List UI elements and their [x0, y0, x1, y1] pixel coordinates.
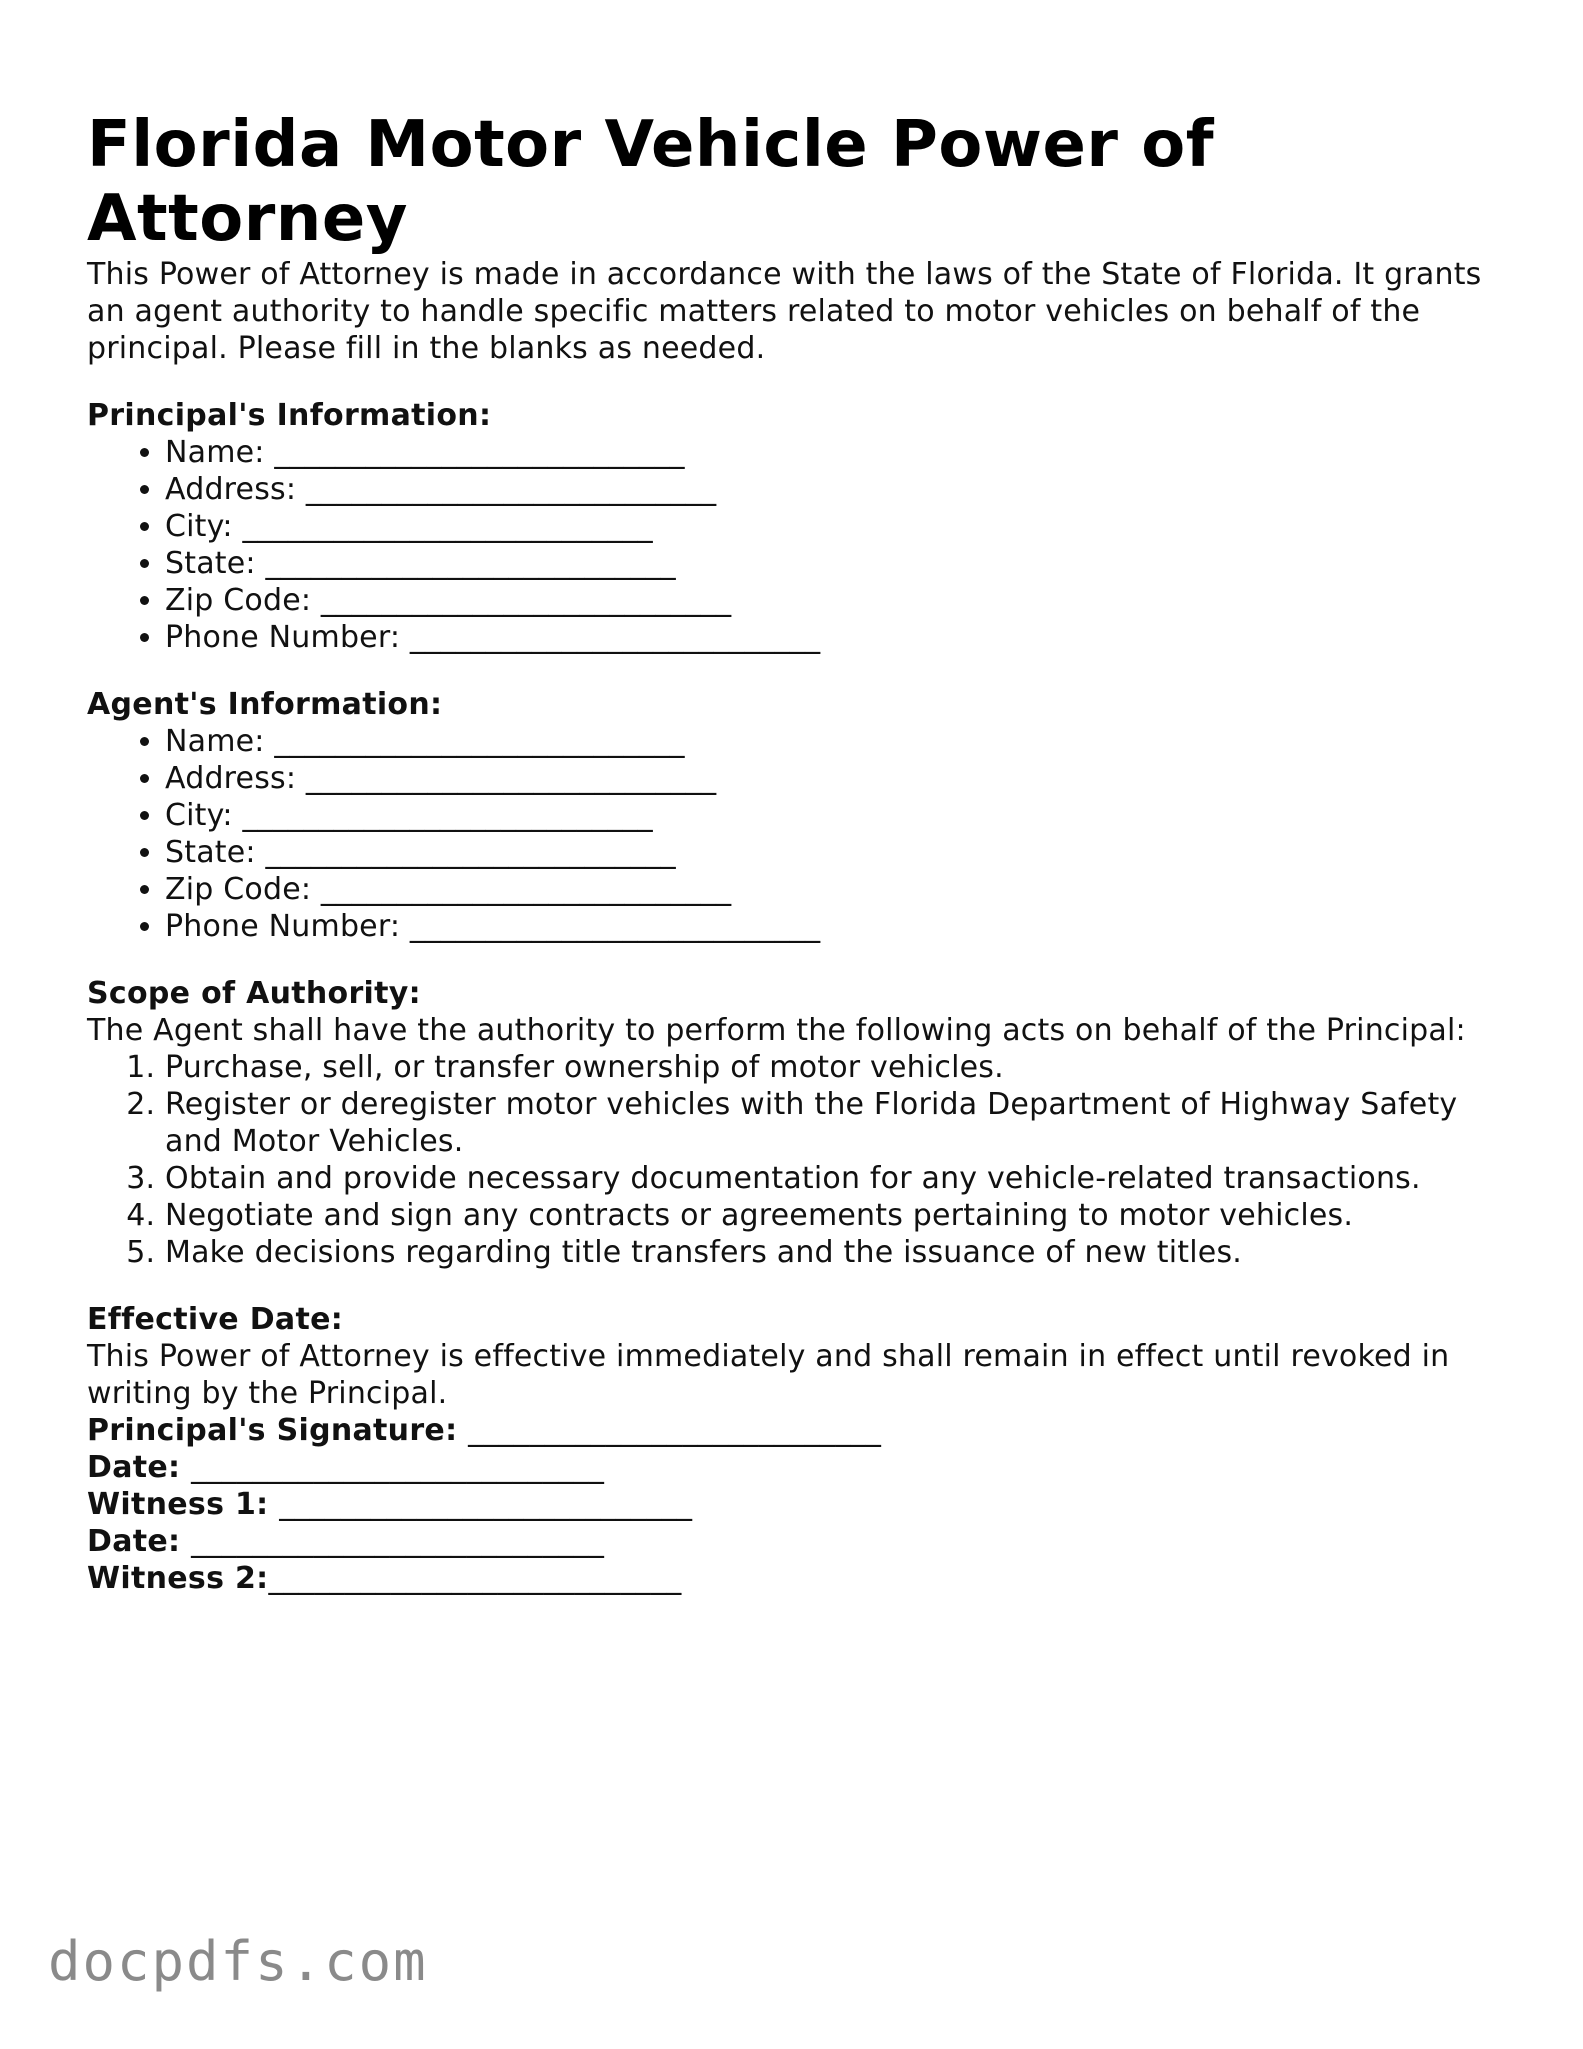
scope-act-item: 4. Negotiate and sign any contracts or agreements pertaining to motor vehicles.: [165, 1197, 1507, 1234]
scope-act-item: 1. Purchase, sell, or transfer ownership of motor vehicles.: [165, 1049, 1507, 1086]
date-label: Date:: [87, 1450, 192, 1485]
witness-1-date-line: [87, 1523, 1507, 1560]
intro-paragraph: This Power of Attorney is made in accordance with the laws of the State of Florida. It grants an agent authority to handle specific matters related to motor vehicles on behalf of the principal. Please fill in the blanks as needed.: [87, 257, 1482, 366]
agent-city-field: • City: ___________________________: [165, 797, 1507, 834]
witness-blank: ___________________________: [268, 1561, 682, 1596]
witness-label: Witness 1:: [87, 1487, 280, 1522]
witness-2-line: [87, 1560, 1507, 1597]
agent-name-field: • Name: ___________________________: [165, 723, 1507, 760]
signature-label: Principal's Signature:: [87, 1413, 469, 1448]
date-label: Date:: [87, 1524, 192, 1559]
scope-heading: Scope of Authority:: [87, 976, 421, 1011]
scope-acts-list: [87, 1049, 1507, 1271]
witness-label: Witness 2:: [87, 1561, 269, 1596]
document-page: [87, 108, 1507, 1597]
witness-1-line: [87, 1486, 1507, 1523]
principal-fields-list: [87, 434, 1507, 656]
agent-state-field: • State: ___________________________: [165, 834, 1507, 871]
date-blank: ___________________________: [191, 1450, 605, 1485]
date-blank: ___________________________: [191, 1524, 605, 1559]
effective-text: This Power of Attorney is effective immediately and shall remain in effect until revoked in writing by the Principal.: [87, 1339, 1450, 1411]
watermark: docpdfs.com: [48, 1930, 428, 1993]
signature-date-line: [87, 1449, 1507, 1486]
principal-state-field: • State: ___________________________: [165, 545, 1507, 582]
signature-blank: ___________________________: [468, 1413, 882, 1448]
principal-heading: Principal's Information:: [87, 398, 492, 433]
agent-fields-list: [87, 723, 1507, 945]
principal-name-field: • Name: ___________________________: [165, 434, 1507, 471]
page-title: Florida Motor Vehicle Power of Attorney: [87, 108, 1215, 256]
agent-heading: Agent's Information:: [87, 687, 443, 722]
principal-signature-line: [87, 1412, 1507, 1449]
principal-address-field: • Address: ___________________________: [165, 471, 1507, 508]
agent-zip-field: • Zip Code: ___________________________: [165, 871, 1507, 908]
principal-city-field: • City: ___________________________: [165, 508, 1507, 545]
scope-act-item: 3. Obtain and provide necessary documentation for any vehicle-related transactions.: [165, 1160, 1507, 1197]
principal-phone-field: • Phone Number: ___________________________: [165, 619, 1507, 656]
principal-zip-field: • Zip Code: ___________________________: [165, 582, 1507, 619]
witness-blank: ___________________________: [279, 1487, 693, 1522]
scope-text: The Agent shall have the authority to perform the following acts on behalf of the Principal:: [87, 1013, 1466, 1048]
agent-address-field: • Address: ___________________________: [165, 760, 1507, 797]
agent-phone-field: • Phone Number: ___________________________: [165, 908, 1507, 945]
scope-act-item: 2. Register or deregister motor vehicles with the Florida Department of Highway Safety and Motor Vehicles.: [165, 1086, 1507, 1160]
scope-act-item: 5. Make decisions regarding title transfers and the issuance of new titles.: [165, 1234, 1507, 1271]
effective-heading: Effective Date:: [87, 1302, 344, 1337]
